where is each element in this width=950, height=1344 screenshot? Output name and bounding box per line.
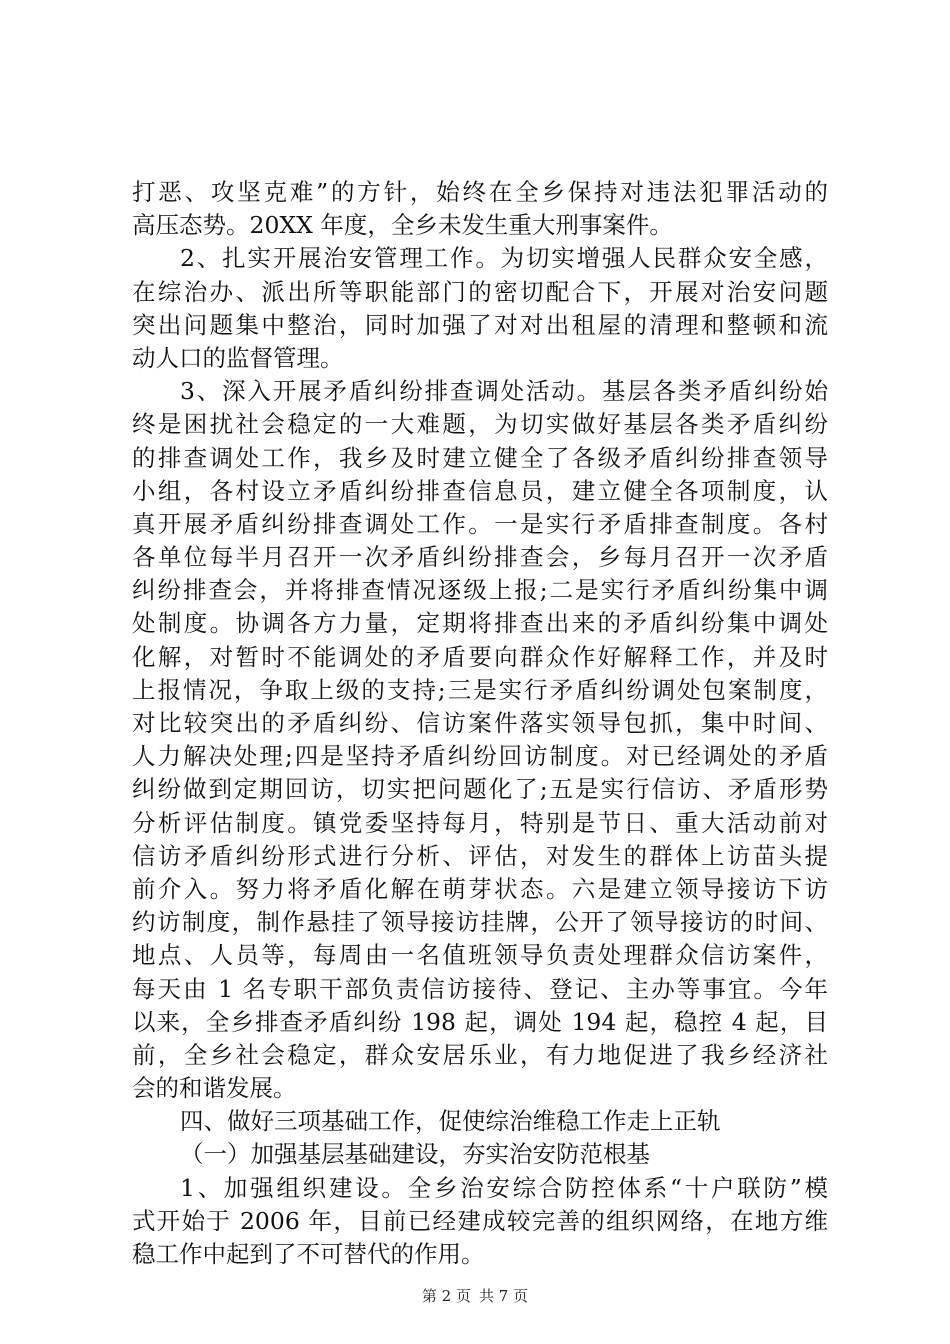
text-line: 化解，对暂时不能调处的矛盾要向群众作好解释工作，并及时 (132, 642, 828, 671)
text-line: 人力解决处理;四是坚持矛盾纠纷回访制度。对已经调处的矛盾 (132, 742, 828, 771)
paragraph-start-line: 3、深入开展矛盾纠纷排查调处活动。基层各类矛盾纠纷始 (180, 377, 828, 406)
text-line: 小组，各村设立矛盾纠纷排查信息员，建立健全各项制度，认 (132, 476, 828, 505)
text-line: 上报情况，争取上级的支持;三是实行矛盾纠纷调处包案制度， (132, 675, 828, 704)
paragraph-start-line: 1、加强组织建设。全乡治安综合防控体系“十户联防”模 (180, 1173, 828, 1202)
page-number: 第 2 页 (421, 1287, 471, 1305)
paragraph-start-line: 2、扎实开展治安管理工作。为切实增强人民群众安全感， (180, 244, 828, 273)
section-heading: 四、做好三项基础工作，促使综治维稳工作走上正轨 (180, 1107, 721, 1136)
text-line: 纠纷做到定期回访，切实把问题化了;五是实行信访、矛盾形势 (132, 775, 828, 804)
text-line: 每天由 1 名专职干部负责信访接待、登记、主办等事宜。今年 (132, 974, 828, 1003)
text-line: 真开展矛盾纠纷排查调处工作。一是实行矛盾排查制度。各村 (132, 509, 828, 538)
text-line: 终是困扰社会稳定的一大难题，为切实做好基层各类矛盾纠纷 (132, 410, 828, 439)
text-line: 稳工作中起到了不可替代的作用。 (132, 1240, 485, 1268)
text-line: 高压态势。20XX 年度，全乡未发生重大刑事案件。 (132, 211, 673, 240)
text-line: 的排查调处工作，我乡及时建立健全了各级矛盾纠纷排查领导 (132, 443, 828, 472)
text-line: 突出问题集中整治，同时加强了对对出租屋的清理和整顿和流 (132, 310, 828, 339)
text-line: 以来，全乡排查矛盾纠纷 198 起，调处 194 起，稳控 4 起，目 (132, 1007, 828, 1036)
text-line: 会的和谐发展。 (132, 1074, 297, 1103)
text-line: 动人口的监督管理。 (132, 343, 344, 372)
text-line: 在综治办、派出所等职能部门的密切配合下，开展对治安问题 (132, 277, 828, 306)
text-line: 处制度。协调各方力量，定期将排查出来的矛盾纠纷集中调处 (132, 609, 828, 638)
text-line: 约访制度，制作悬挂了领导接访挂牌，公开了领导接访的时间、 (132, 908, 828, 937)
document-body (132, 176, 828, 1271)
text-line: 打恶、攻坚克难”的方针，始终在全乡保持对违法犯罪活动的 (132, 178, 828, 206)
text-line: 分析评估制度。镇党委坚持每月，特别是节日、重大活动前对 (132, 808, 828, 837)
page-total: 共 7 页 (479, 1287, 529, 1305)
page-footer (0, 1286, 950, 1306)
text-line: 对比较突出的矛盾纠纷、信访案件落实领导包抓，集中时间、 (132, 709, 828, 737)
text-line: 前，全乡社会稳定，群众安居乐业，有力地促进了我乡经济社 (132, 1040, 828, 1069)
text-line: 式开始于 2006 年，目前已经建成较完善的组织网络，在地方维 (132, 1206, 828, 1235)
text-line: 地点、人员等，每周由一名值班领导负责处理群众信访案件， (132, 941, 828, 970)
text-line: 各单位每半月召开一次矛盾纠纷排查会，乡每月召开一次矛盾 (132, 543, 828, 572)
text-line: 信访矛盾纠纷形式进行分析、评估，对发生的群体上访苗头提 (132, 841, 828, 870)
text-line: 纠纷排查会，并将排查情况逐级上报;二是实行矛盾纠纷集中调 (132, 576, 828, 605)
text-line: 前介入。努力将矛盾化解在萌芽状态。六是建立领导接访下访 (132, 874, 828, 903)
subsection-heading: （一）加强基层基础建设，夯实治安防范根基 (180, 1140, 650, 1169)
